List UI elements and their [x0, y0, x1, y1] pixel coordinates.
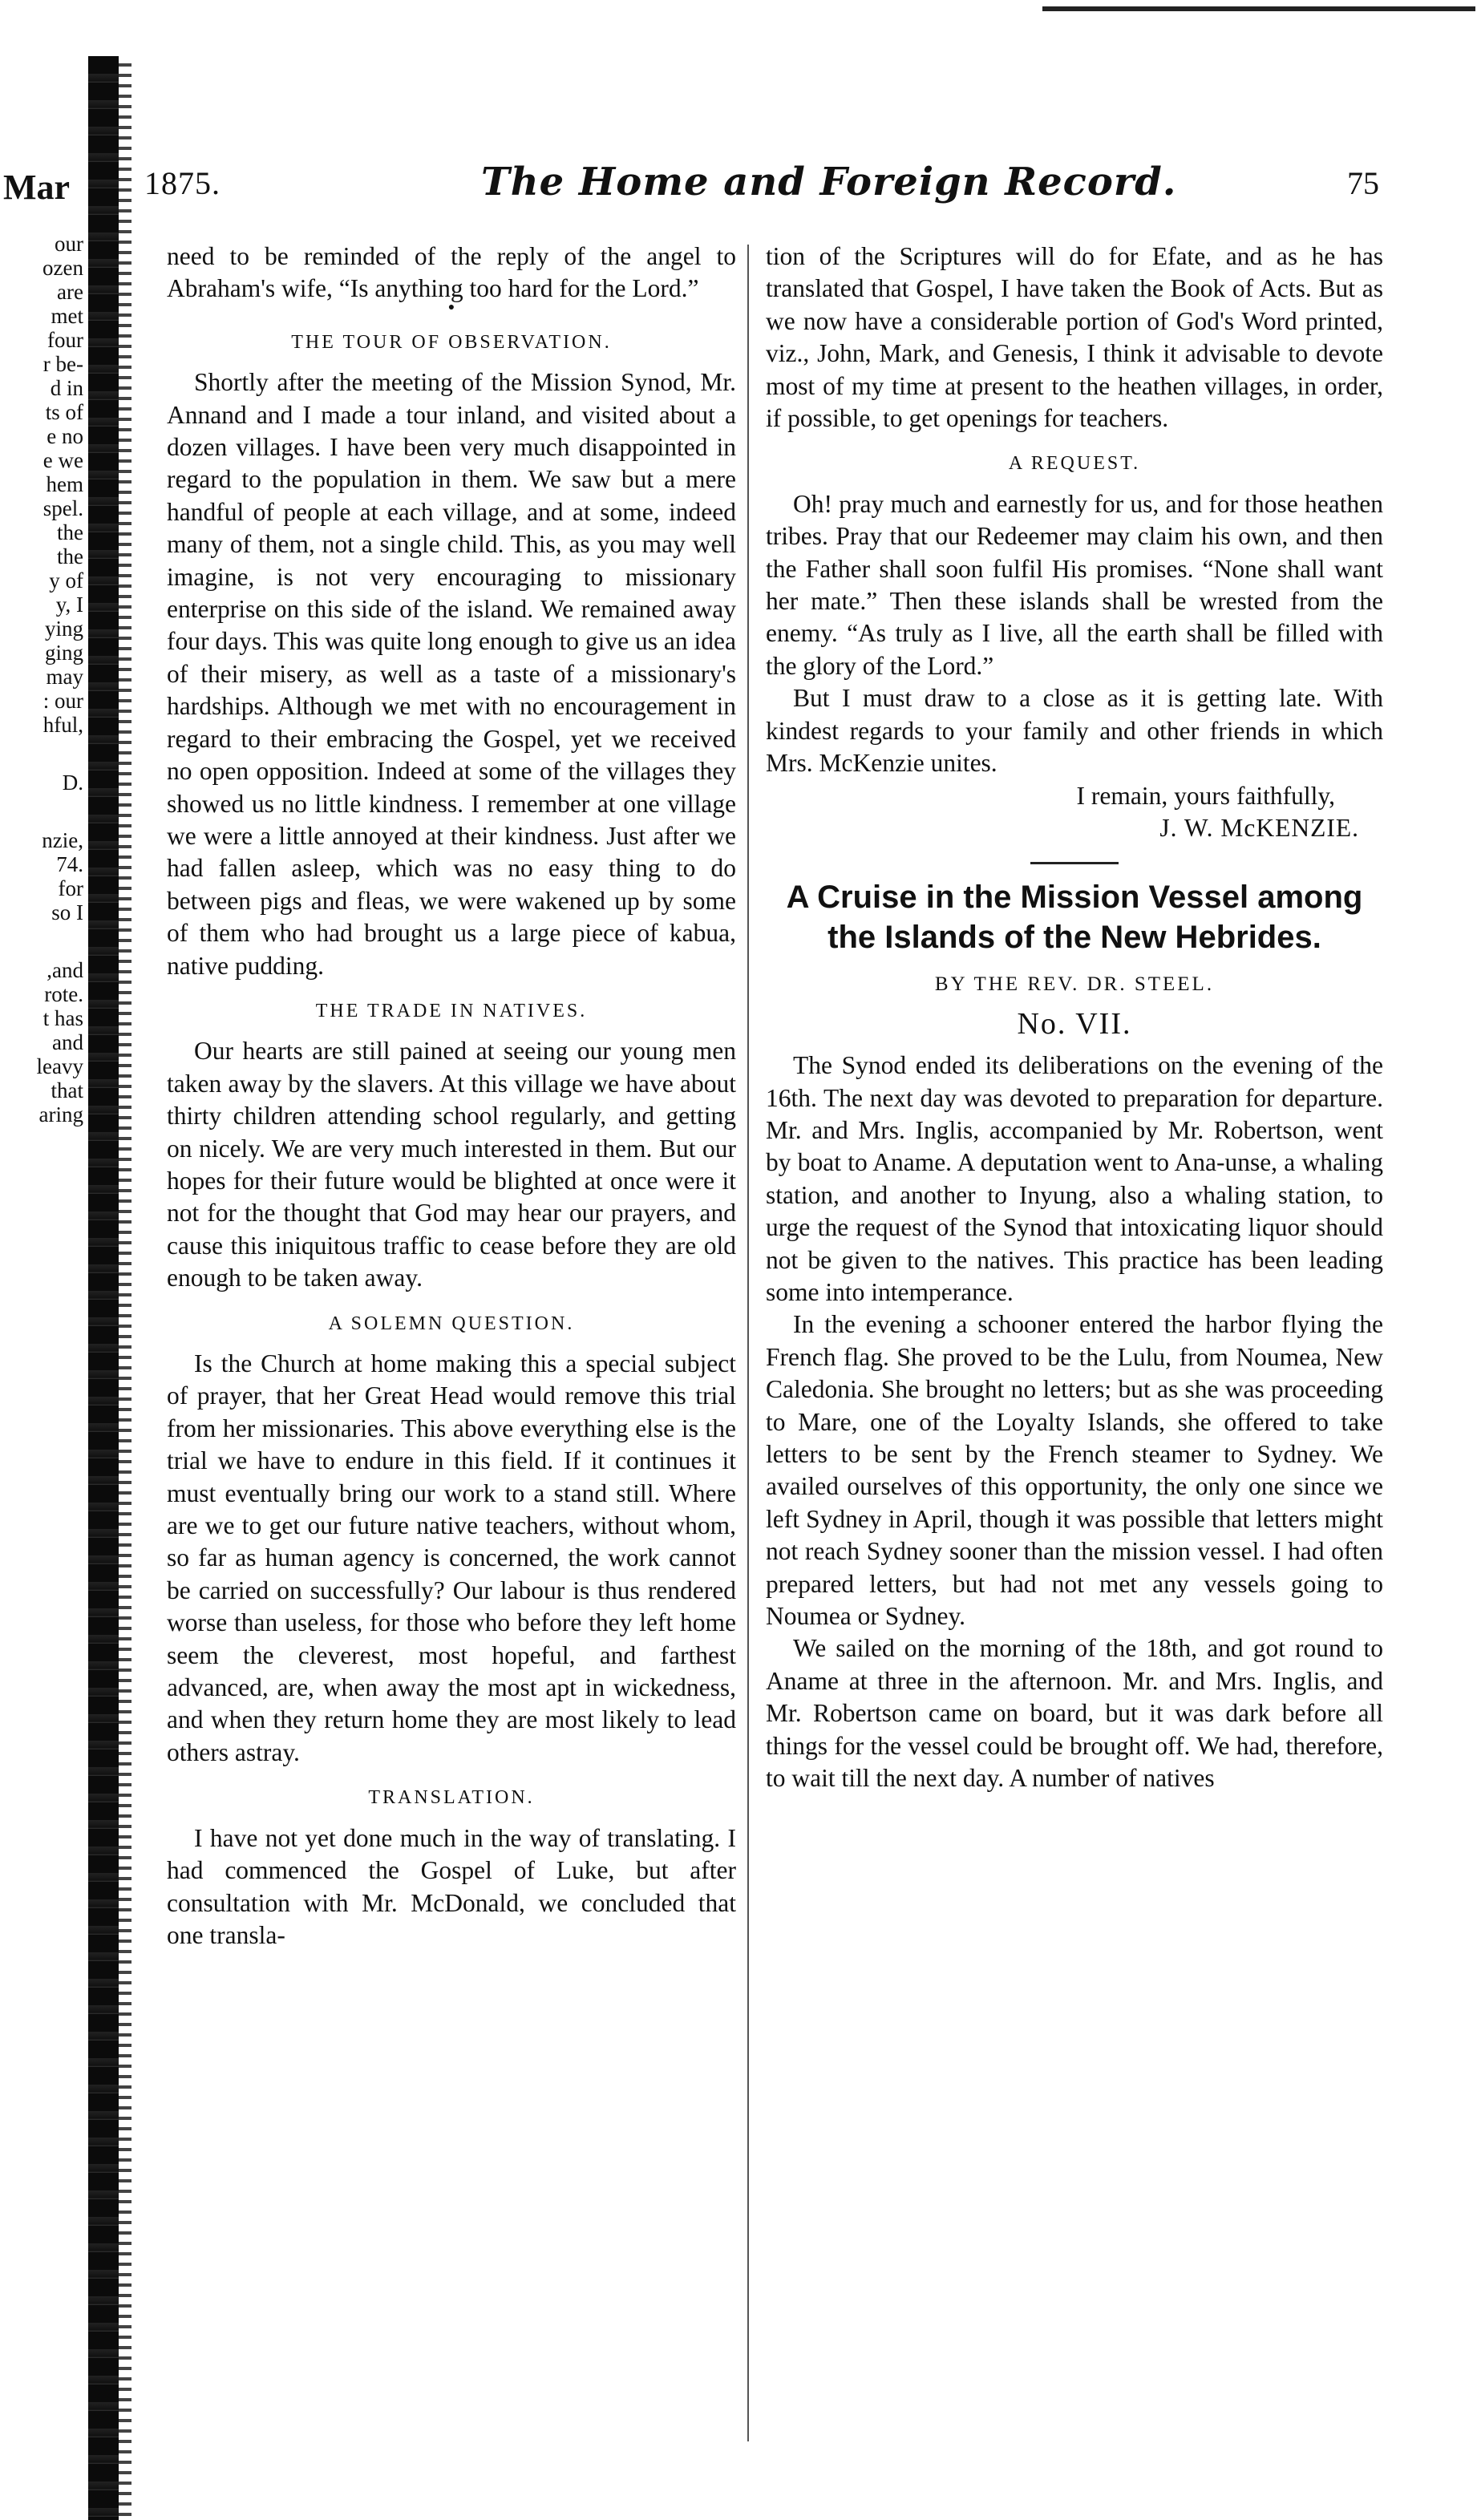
translation-paragraph: I have not yet done much in the way of translating. I had commenced the Gospel of Luke, but after consultation with Mr. McDonald, we concluded that one transla- [167, 1823, 736, 1949]
fragment-line: e no [47, 424, 83, 448]
fragment-line: y of [49, 568, 83, 593]
continued-paragraph: tion of the Scriptures will do for Efate, and as he has translated that Gospel, I have taken the Book of Acts. But as we now have a considerable portion of God's Word printed, viz., John, Mark, and Genesis, I think it advisable to devote most of my time at present to the heathen villages, in order, if possible, to get openings for teachers. [766, 242, 1383, 433]
article-paragraph-2: In the evening a schooner entered the harbor flying the French flag. She proved to be the Lulu, from Noumea, New Caledonia. She brought no letters; but as she was proceeding to Mare, one of the Loyalty Islands, she offered to take letters to be sent by the French steamer to Sydney. We availed ourselves of this opportunity, the only one since we left Sydney in April, though it was possible that letters might not reach Sydney sooner than the mission vessel. I had often prepared letters, but had not met any vessels going to Noumea or Sydney. [766, 1310, 1383, 1631]
trade-paragraph: Our hearts are still pained at seeing our young men taken away by the slavers. At this village we have about thirty children attending school regularly, and getting on nicely. We are very much interested in them. But our hopes for their future would be blighted at once were it not for the thought that God may hear our prayers, and cause this iniquitous traffic to cease before they are old enough to be taken away. [167, 1037, 736, 1292]
fragment-line: ts of [45, 400, 83, 424]
fragment-line: may [46, 665, 83, 689]
article-paragraph-1: The Synod ended its deliberations on the evening of the 16th. The next day was devoted to preparation for departure. Mr. and Mrs. Inglis, accompanied by Mr. Robertson, went by boat to Aname. A deputation went to Ana-unse, a whaling station, and another to Inyung, also a whaling station, to urge the request of the Synod that intoxicating liquor should not be given to the natives. This practice has been leading some into intemperance. [766, 1051, 1383, 1306]
fragment-line: t has [42, 1006, 83, 1030]
fragment-line: the [57, 544, 83, 568]
fragment-line: so I [51, 900, 83, 924]
section-heading-question: A SOLEMN QUESTION. [328, 1313, 575, 1334]
fragment-line: nzie, [42, 828, 83, 852]
fragment-line: four [47, 328, 83, 352]
question-paragraph: Is the Church at home making this a special subject of prayer, that her Great Head would remove this trial from her missionaries. This above everything else is the trial we have to endure in this field. If it continues it must eventually bring our work to a stand still. Where are we to get our future native teachers, without whom, so far as human agency is concerned, the work cannot be carried on successfully? Our labour is thus rendered worse than useless, for those who before they left home seem the cleverest, most hopeful, and farthest advanced, are, when away the most apt in wickedness, and when they return home they are most likely to lead others astray. [167, 1349, 736, 1766]
fragment-line: ,and [47, 958, 83, 982]
fragment-line: spel. [42, 496, 83, 520]
page-number: 75 [1347, 165, 1379, 201]
article-part-number: No. VII. [1017, 1006, 1132, 1041]
fragment-line: hem [46, 472, 83, 496]
fragment-line: that [51, 1078, 83, 1102]
letter-signature: J. W. McKENZIE. [1159, 813, 1359, 842]
section-heading-translation: TRANSLATION. [368, 1787, 535, 1809]
fragment-line: for [58, 876, 83, 900]
letter-closing: I remain, yours faithfully, [1076, 781, 1335, 810]
article-paragraph-3: We sailed on the morning of the 18th, and got round to Aname at three in the afternoon. Mr. and Mrs. Inglis, and Mr. Robertson came on board, but it was dark before all things for the vessel could be brought off. We had, therefore, to wait till the next day. A number of natives [766, 1634, 1383, 1793]
fragment-line: y, I [55, 593, 83, 617]
fragment-line: our [55, 232, 83, 256]
fragment-line: r be- [42, 352, 83, 376]
fragment-line: ging [44, 641, 83, 665]
right-column [766, 241, 1383, 1794]
request-paragraph-2: But I must draw to a close as it is getting late. With kindest regards to your family and other friends in which Mrs. McKenzie unites. [766, 684, 1383, 778]
fragment-line: are [57, 280, 83, 304]
fragment-line: aring [38, 1102, 83, 1127]
request-paragraph-1: Oh! pray much and earnestly for us, and for those heathen tribes. Pray that our Redeemer may claim his own, and then the Father shall soon fulfil His promises. “None shall want her mate.” Then these islands shall be wrested from the enemy. “As truly as I live, all the earth shall be filled with the glory of the Lord.” [766, 489, 1383, 680]
fragment-line: and [52, 1030, 83, 1054]
fragment-line: 74. [56, 852, 83, 876]
journal-title: The Home and Foreign Record. [481, 160, 1177, 204]
top-rule [1042, 3, 1475, 14]
fragment-line: e we [42, 448, 83, 472]
section-heading-trade: THE TRADE IN NATIVES. [315, 1000, 588, 1021]
article-byline: BY THE REV. DR. STEEL. [934, 973, 1215, 996]
opening-paragraph: need to be reminded of the reply of the angel to Abraham's wife, “Is anything too hard for the Lord.” [167, 242, 736, 303]
fragment-line: hful, [42, 713, 83, 737]
adjacent-page-fragment [0, 136, 88, 2461]
fragment-line: D. [62, 771, 83, 795]
fragment-line: rote. [44, 982, 83, 1006]
fragment-line: met [51, 304, 83, 328]
section-heading-tour: THE TOUR OF OBSERVATION. [291, 331, 612, 353]
section-heading-request: A REQUEST. [1008, 453, 1141, 475]
header-year: 1875. [144, 165, 221, 201]
article-separator [1030, 862, 1119, 864]
column-divider [747, 245, 749, 2441]
fragment-line: leavy [36, 1054, 83, 1078]
fragment-line: : our [42, 689, 83, 713]
left-column [167, 241, 736, 1952]
article-title: A Cruise in the Mission Vessel among the Islands of the New Hebrides. [786, 880, 1363, 956]
fragment-line: ying [44, 617, 83, 641]
binding-shadow [88, 56, 130, 2520]
fragment-line: d in [50, 376, 83, 400]
page-header [144, 160, 1379, 212]
ornament-dot: ● [447, 301, 455, 313]
tour-paragraph: Shortly after the meeting of the Mission Synod, Mr. Annand and I made a tour inland, and visited about a dozen villages. I have been very much disappointed in regard to the population in them. We saw but a mere handful of people at each village, and at some, indeed many of them, not a single child. This, as you may well imagine, is not very encouraging to missionary enterprise on this side of the island. We remained away four days. This was quite long enough to give us an idea of their misery, as well as a taste of a missionary's hardships. Although we met with no encouragement in regard to their embracing the Gospel, yet we received no open opposition. Indeed at some of the villages they showed us no little kindness. I remember at one village we were a little annoyed at their kindness. Just after we had fallen asleep, which was no easy thing to do between pigs and fleas, we were wakened up by some of them who had brought us a large piece of kabua, native pudding. [167, 368, 736, 980]
fragment-line: ozen [42, 256, 83, 280]
fragment-line: the [57, 520, 83, 544]
fragment-header: Mar [3, 168, 71, 207]
